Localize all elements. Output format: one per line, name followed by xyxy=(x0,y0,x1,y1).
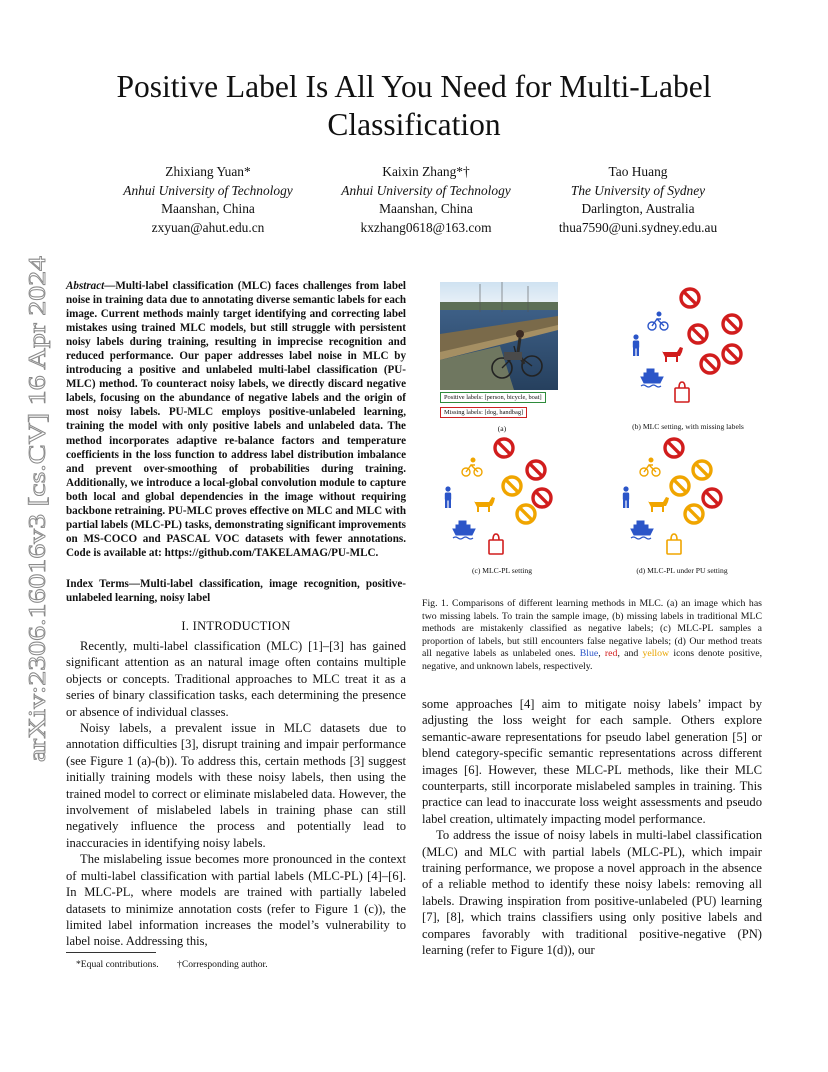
paper-title: Positive Label Is All You Need for Multi-Label Classification xyxy=(116,69,712,142)
dog-icon xyxy=(474,497,495,512)
ship-icon xyxy=(641,369,663,387)
author-block-3 xyxy=(518,163,758,237)
subfigure-d-label: (d) MLC-PL under PU setting xyxy=(636,566,728,575)
dog-icon xyxy=(662,347,683,362)
person-icon xyxy=(633,334,639,356)
left-column xyxy=(66,638,406,950)
author-affiliation: Anhui University of Technology xyxy=(341,182,511,198)
negative-icon xyxy=(703,489,721,507)
negative-icon xyxy=(533,489,551,507)
author-email[interactable]: kxzhang0618@163.com xyxy=(360,219,492,235)
arxiv-id: arXiv:2306.16016v3 [cs.CV] 16 Apr 2024 xyxy=(24,346,51,762)
author-email[interactable]: zxyuan@ahut.edu.cn xyxy=(151,219,265,235)
index-terms xyxy=(66,577,406,605)
author-location: Darlington, Australia xyxy=(581,201,695,217)
paragraph: Noisy labels, a prevalent issue in MLC datasets due to annotation difficulties [3], disrupt training and impair performance (see Figure 1 (a)-(b)). To address this, certain methods [3] suggest initially training models with these noisy labels, then using the trained model to correct or eliminate mislabeled data. However, the involvement of mislabeled labels in training phase can still negatively influence the process and potentially lead to inaccuracies in identifying noisy labels. xyxy=(66,721,406,850)
subfigure-c-label: (c) MLC-PL setting xyxy=(471,566,533,575)
unknown-icon xyxy=(517,505,535,523)
ship-icon xyxy=(631,521,653,539)
author-location: Maanshan, China xyxy=(161,201,255,217)
section-heading: I. INTRODUCTION xyxy=(181,619,291,633)
ship-icon xyxy=(453,521,475,539)
author-email[interactable]: thua7590@uni.sydney.edu.au xyxy=(558,219,718,235)
abstract-text: —Multi-label classification (MLC) faces challenges from label noise in training data due to annotating diverse semantic labels for each image. Current methods mainly target identifying and correcting label mistakes using trained MLC models, but still struggle with persistent noisy labels during training, resulting in imprecise recognition and reduced performance. Our paper addresses label noise in MLC by introducing a positive and unlabeled multi-label classification (PU-MLC) method. To counteract noisy labels, we directly discard negative labels, focusing on the abundance of negative labels and the origin of most noisy labels. PU-MLC employs positive-unlabeled learning, training the model with only positive labels and unlabeled data. The method incorporates adaptive re-balance factors and temperature coefficients in the loss function to address label distribution imbalance and prevent over-smoothing of probabilities during training. Additionally, we introduce a local-global convolution module to capture both local and global dependencies in the image without requiring backbone retraining. PU-MLC proves effective on MLC and MLC with partial labels (MLC-PL) tasks, demonstrating significant improvements on MS-COCO and PASCAL VOC datasets with fewer annotations. Code is available at: https://github.com/TAKELAMAG/PU-MLC. xyxy=(66,280,406,559)
figure-1 xyxy=(432,274,762,584)
missing-labels-box: Missing labels: [dog, handbag] xyxy=(440,407,527,418)
caption-main: Fig. 1. Comparisons of different learning methods in MLC. (a) an image which has two missing labels. To train the sample image, (b) missing labels in traditional MLC methods are mistakenly classified as negative labels; (c) MLC-PL samples a proportion of labels, but still encounters false negative labels; (d) Our method treats all negative labels as unlabeled ones. xyxy=(422,598,762,659)
negative-icon xyxy=(689,325,707,343)
caption-yellow-word: yellow xyxy=(642,648,670,659)
positive-labels-box: Positive labels: [person, bicycle, boat] xyxy=(440,392,546,403)
negative-icon xyxy=(495,439,513,457)
footnote-rule xyxy=(66,952,156,953)
handbag-icon xyxy=(489,534,503,554)
person-icon xyxy=(623,486,629,508)
footnote-equal: *Equal contributions. xyxy=(76,959,159,970)
unknown-icon xyxy=(503,477,521,495)
panel-c xyxy=(445,439,551,554)
handbag-icon xyxy=(667,534,681,554)
index-terms-label: Index Terms xyxy=(66,578,129,590)
figure-caption xyxy=(422,598,762,673)
index-terms-text: —Multi-label classification, image recognition, positive-unlabeled learning, noisy label xyxy=(66,578,406,605)
panel-b xyxy=(633,289,741,402)
dog-icon xyxy=(648,497,669,512)
bicycle-icon xyxy=(640,458,660,476)
paragraph: The mislabeling issue becomes more pronounced in the context of multi-label classification with partial labels (MLC-PL) [4]–[6]. In MLC-PL, where models are trained with partially labeled datasets to minimize annotation costs (refer to Figure 1 (c)), the limited label information increases the model’s vulnerability to label noise. Addressing this, xyxy=(66,852,406,949)
caption-and: , and xyxy=(617,648,639,659)
right-column xyxy=(422,696,762,959)
subfigure-a-label: (a) xyxy=(497,424,507,433)
author-block-2 xyxy=(306,163,546,237)
panel-d xyxy=(623,439,721,554)
footnote-corresponding: †Corresponding author. xyxy=(177,959,268,970)
caption-end: icons denote positive, negative, and unknown labels, respectively. xyxy=(422,648,763,672)
negative-icon xyxy=(681,289,699,307)
author-block-1 xyxy=(88,163,328,237)
unknown-icon xyxy=(693,461,711,479)
author-affiliation: The University of Sydney xyxy=(570,182,706,198)
caption-comma: , xyxy=(598,648,601,659)
paragraph: some approaches [4] aim to mitigate noisy labels’ impact by adjusting the loss weight for each sample. Others explore semantic-aware representations for pseudo label generation [5] or blend category-specific semantic representations across different images [6]. However, these MLC-PL methods, like their MLC counterparts, still incorporate mislabeled samples in training. This practice can lead to inaccurate loss weight assessments and pseudo label creation, ultimately impacting model performance. xyxy=(422,697,762,826)
author-name: Tao Huang xyxy=(608,164,668,179)
negative-icon xyxy=(665,439,683,457)
negative-icon xyxy=(723,315,741,333)
author-location: Maanshan, China xyxy=(379,201,473,217)
caption-blue-word: Blue xyxy=(579,648,599,659)
footnote xyxy=(66,959,406,970)
person-icon xyxy=(445,486,451,508)
unknown-icon xyxy=(671,477,689,495)
arxiv-stamp xyxy=(18,254,54,762)
negative-icon xyxy=(527,461,545,479)
abstract-label: Abstract xyxy=(66,280,105,292)
caption-red-word: red xyxy=(604,648,618,659)
bicycle-icon xyxy=(648,312,668,330)
author-name: Kaixin Zhang*† xyxy=(382,164,470,179)
author-name: Zhixiang Yuan* xyxy=(165,164,251,179)
author-affiliation: Anhui University of Technology xyxy=(123,182,293,198)
paragraph: Recently, multi-label classification (MLC) [1]–[3] has gained significant attention as an natural image often contains multiple objects or concepts. Traditional approaches to MLC treat it as a series of binary classification tasks, each determining the presence or absence of individual classes. xyxy=(66,639,406,719)
abstract xyxy=(66,279,406,560)
bicycle-icon xyxy=(462,458,482,476)
negative-icon xyxy=(723,345,741,363)
negative-icon xyxy=(701,355,719,373)
handbag-icon xyxy=(675,382,689,402)
unknown-icon xyxy=(685,505,703,523)
paragraph: To address the issue of noisy labels in multi-label classification (MLC) and MLC with partial labels (MLC-PL), which impair training performance, we propose a novel approach in the absence of a reliable method to identify these noisy labels: removing all labels. Drawing inspiration from positive-unlabeled (PU) learning [7], [8], which trains classifiers using only positive labels and compares favorably with traditional positive-negative (PN) learning (refer to Figure 1(d)), our xyxy=(422,828,762,958)
subfigure-b-label: (b) MLC setting, with missing labels xyxy=(632,422,744,431)
